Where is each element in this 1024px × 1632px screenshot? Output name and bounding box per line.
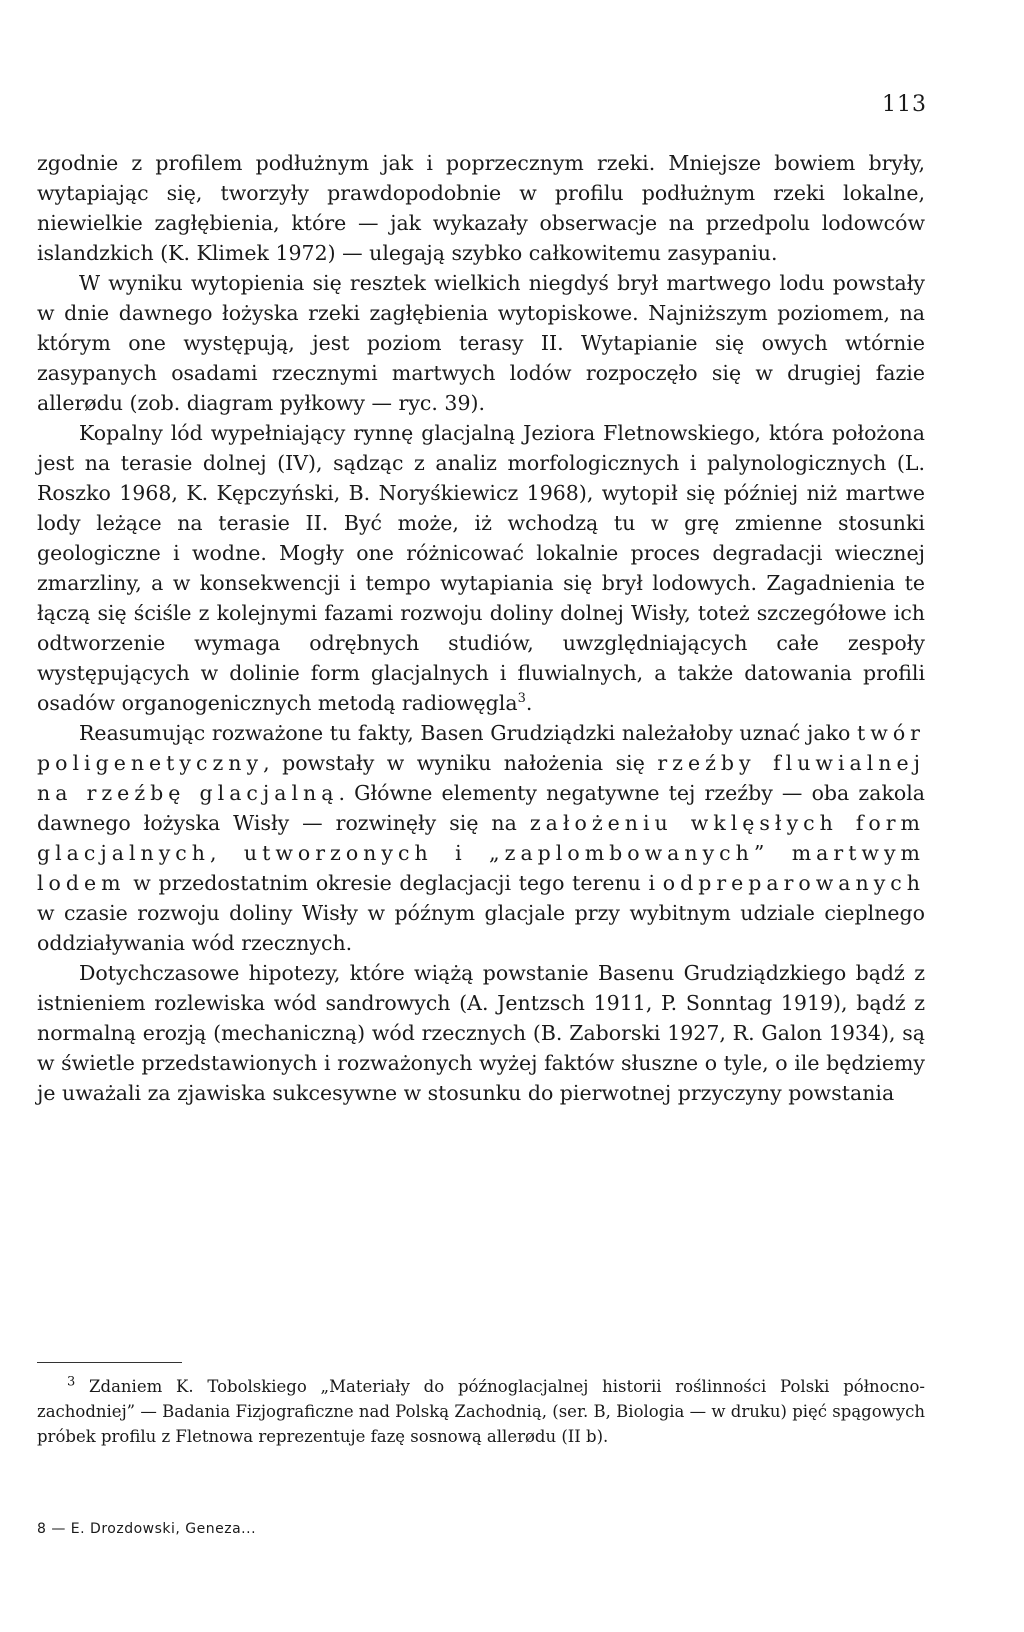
- paragraph-3: [37, 418, 925, 718]
- emphasis-poligenetic: twór poligenetyczny: [37, 721, 925, 775]
- paragraph-2: W wyniku wytopienia się resztek wielkich niegdyś brył martwego lodu powstały w dnie dawnego łożyska rzeki zagłębienia wytopiskowe. Najniższym poziomem, na którym one występują, jest poziom terasy II. Wytapianie się owych wtórnie zasypanych osadami rzecznymi martwych lodów rozpoczęło się w drugiej fazie allerødu (zob. diagram pyłkowy — ryc. 39).: [37, 271, 925, 415]
- page-number: 113: [882, 92, 927, 117]
- paragraph-4-part-c: , powstały w wyniku nałożenia się: [263, 751, 645, 775]
- paragraph-3-text: Kopalny lód wypełniający rynnę glacjalną Jeziora Fletnowskiego, która położona jest na terasie dolnej (IV), sądząc z analiz morfologicznych i palynologicznych (L. Roszko 1968, K. Kępczyński, B. Noryśkiewicz 1968), wytopił się później niż martwe lody leżące na terasie II. Być może, iż wchodzą tu w grę zmienne stosunki geologiczne i wodne. Mogły one różnicować lokalnie proces degradacji wiecznej zmarzliny, a w konsekwencji i tempo wytapiania się brył lodowych. Zagadnienia te łączą się ściśle z kolejnymi fazami rozwoju doliny dolnej Wisły, toteż szczegółowe ich odtworzenie wymaga odrębnych studiów, uwzględniających całe zespoły występujących w dolinie form glacjalnych i fluwialnych, a także datowania profili osadów organogenicznych metodą radiowęgla: [37, 421, 925, 715]
- paragraph-4-part-i: w czasie rozwoju doliny Wisły w późnym glacjale przy wybitnym udziale cieplnego oddziaływania wód rzecznych.: [37, 901, 925, 955]
- paragraph-1: zgodnie z profilem podłużnym jak i poprzecznym rzeki. Mniejsze bowiem bryły, wytapiając się, tworzyły prawdopodobnie w profilu podłużnym rzeki lokalne, niewielkie zagłębienia, które — jak wykazały obserwacje na przedpolu lodowców islandzkich (K. Klimek 1972) — ulegają szybko całkowitemu zasypaniu.: [37, 151, 925, 265]
- footnote-rule: [37, 1362, 182, 1363]
- paragraph-5: Dotychczasowe hipotezy, które wiążą powstanie Basenu Grudziądzkiego bądź z istnieniem rozlewiska wód sandrowych (A. Jentzsch 1911, P. Sonntag 1919), bądź z normalną erozją (mechaniczną) wód rzecznych (B. Zaborski 1927, R. Galon 1934), są w świetle przedstawionych i rozważonych wyżej faktów słuszne o tyle, o ile będziemy je uważali za zjawiska sukcesywne w stosunku do pierwotnej przyczyny powstania: [37, 961, 925, 1105]
- footnote: [37, 1374, 925, 1449]
- paragraph-4-part-e: . Główne elementy negatywne tej rzeźby — oba zakola dawnego łożyska Wisły — rozwinęły się na: [37, 781, 925, 835]
- footnote-text: Zdaniem K. Tobolskiego „Materiały do późnoglacjalnej historii roślinności Polski północno-zachodniej” — Badania Fizjograficzne nad Polską Zachodnią, (ser. B, Biologia — w druku) pięć spągowych próbek profilu z Fletnowa reprezentuje fazę sosnową allerødu (II b).: [37, 1377, 925, 1446]
- footnote-marker: 3: [67, 1374, 76, 1390]
- body-text: [37, 148, 925, 1108]
- emphasis-relief: rzeźby fluwialnej na rzeźbę glacjalną: [37, 751, 925, 805]
- footnote-reference: 3: [517, 691, 526, 707]
- signature-line: 8 — E. Drozdowski, Geneza...: [37, 1521, 257, 1537]
- paragraph-4-part-g: w przedostatnim okresie deglacjacji tego terenu i: [133, 871, 656, 895]
- emphasis-prepared: odpreparowanych: [662, 871, 925, 895]
- emphasis-dead-ice: założeniu wklęsłych form glacjalnych, utworzonych i „zaplombowanych” martwym lodem: [37, 811, 925, 895]
- paragraph-3-end: .: [525, 691, 533, 715]
- paragraph-4-part-a: Reasumując rozważone tu fakty, Basen Grudziądzki należałoby uznać jako: [79, 721, 851, 745]
- paragraph-4: [37, 718, 925, 958]
